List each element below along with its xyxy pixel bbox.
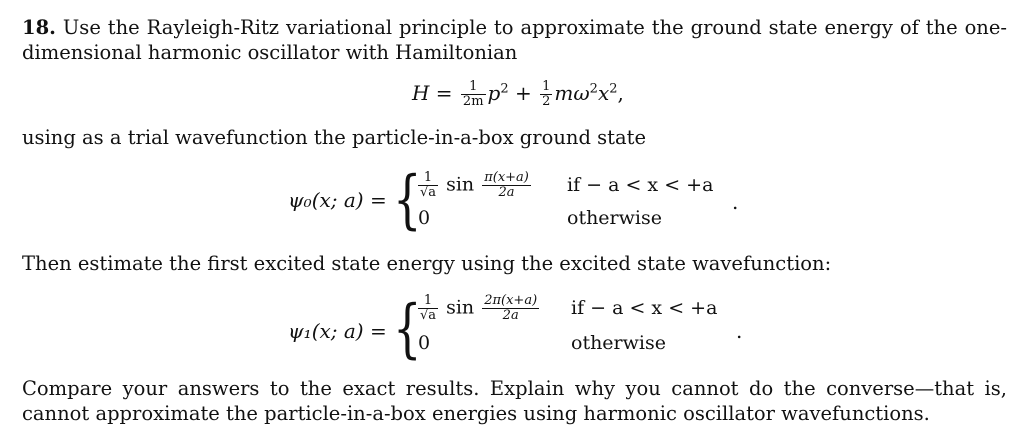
- psi0-case-sine: $\frac{1}{√a}$ sin $\frac{\pi(x+a)}{2a}$: [420, 170, 529, 200]
- psi0-case-zero: 0: [418, 207, 431, 229]
- problem-intro: [22, 15, 1007, 65]
- problem-number: 18.: [22, 16, 56, 39]
- psi0-lhs: ψ₀(x; a) =: [288, 188, 387, 212]
- psi1-brace: {: [393, 292, 422, 366]
- psi0-condition: if − a < x < +a: [567, 174, 714, 196]
- psi1-otherwise: otherwise: [571, 332, 666, 354]
- psi1-condition: if − a < x < +a: [571, 297, 718, 319]
- psi0-otherwise: otherwise: [567, 207, 662, 229]
- psi1-lhs: ψ₁(x; a) =: [288, 319, 387, 343]
- psi1-period: .: [736, 319, 743, 343]
- psi1-case-zero: 0: [418, 332, 431, 354]
- excited-text: Then estimate the first excited state energy using the excited state wavefunction:: [22, 252, 832, 275]
- psi1-case-sine: $\frac{1}{√a}$ sin $\frac{2\pi(x+a)}{2a}$: [420, 293, 538, 323]
- intro-text: Use the Rayleigh-Ritz variational principle to approximate the ground state energy of the one-dimensional harmonic oscillator with Hamiltonian: [22, 16, 1007, 64]
- psi0-brace: {: [393, 163, 422, 237]
- trial-text: using as a trial wavefunction the particle-in-a-box ground state: [22, 126, 646, 149]
- closing-text: Compare your answers to the exact results. Explain why you cannot do the converse—that is, cannot approximate the particle-in-a-box energies using harmonic oscillator wavefunctions.: [22, 377, 1007, 425]
- psi0-period: .: [732, 190, 739, 214]
- hamiltonian-equation: H = $\frac{1}{2m}$ $p^2$ + $\frac{1}{2}$ $m\omega^2x^2$,: [412, 79, 624, 109]
- fraction-1-over-2m: $\frac{1}{2m}$: [462, 79, 484, 109]
- fraction-1-over-2: $\frac{1}{2}$: [542, 79, 551, 109]
